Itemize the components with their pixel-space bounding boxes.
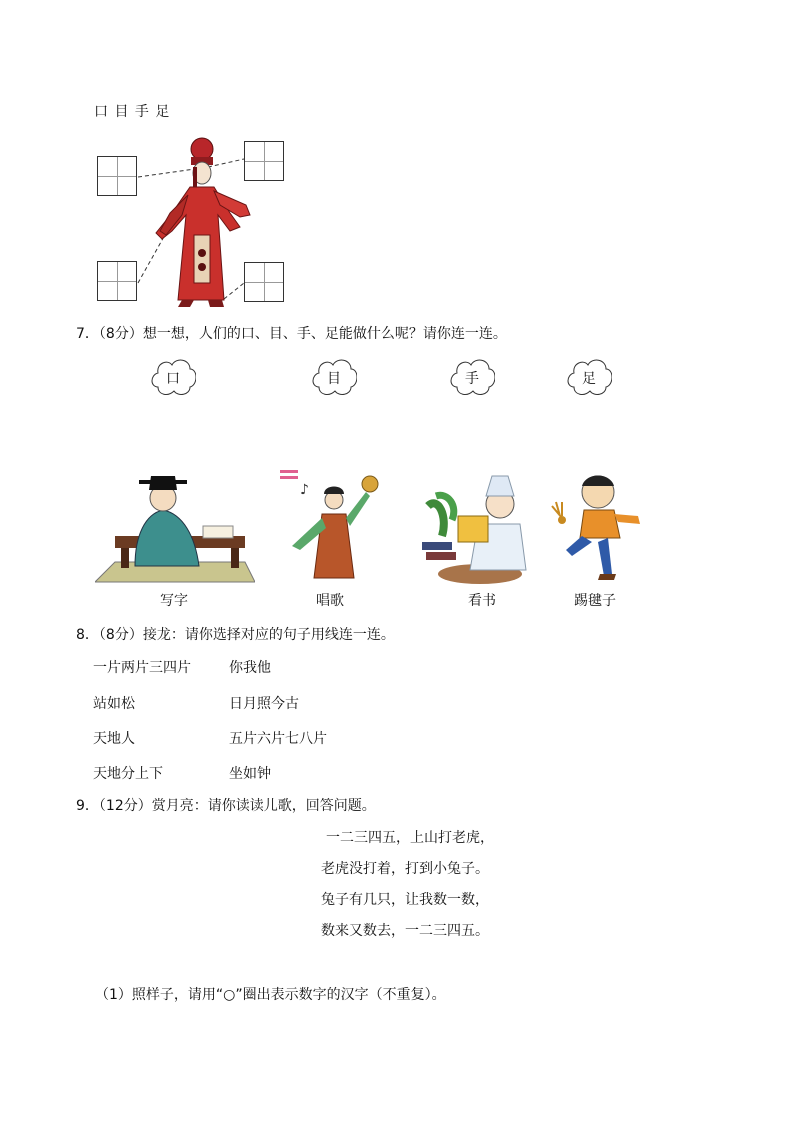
right-phrase[interactable]: 五片六片七八片 [229,731,327,747]
poem-line: 老虎没打着，打到小兔子。 [321,861,489,877]
question-7-title: 7．（8分）想一想，人们的口、目、手、足能做什么呢？请你连一连。 [76,326,507,342]
left-phrase[interactable]: 一片两片三四片 [93,660,191,676]
writing-scholar-illustration[interactable] [95,466,255,586]
poem-line: 数来又数去，一二三四五。 [321,923,489,939]
q6-characters: 口 目 手 足 [94,104,171,120]
left-phrase[interactable]: 天地人 [93,731,135,747]
svg-text:♪: ♪ [300,482,309,498]
singing-lady-illustration[interactable] [270,466,390,586]
question-9-title: 9．（12分）赏月亮：请你读读儿歌，回答问题。 [76,798,376,814]
pointer-line-hand [138,233,166,283]
reading-boy-illustration[interactable] [418,466,533,586]
caption-writing: 写字 [160,593,188,609]
cloud-label-mouth: 口 [166,371,180,387]
cloud-label-eye: 目 [327,371,341,387]
question-9-subquestion-1: （1）照样子，请用“○”圈出表示数字的汉字（不重复）。 [95,987,446,1003]
shuttlecock-boy-illustration[interactable] [548,466,648,586]
left-phrase[interactable]: 天地分上下 [93,766,163,782]
left-phrase[interactable]: 站如松 [93,696,135,712]
caption-singing: 唱歌 [316,593,344,609]
pointer-line-mouth [138,168,202,177]
poem-line: 一二三四五，上山打老虎， [326,830,494,846]
right-phrase[interactable]: 日月照今古 [229,696,299,712]
question-8-title: 8．（8分）接龙：请你选择对应的句子用线连一连。 [76,627,395,643]
caption-reading: 看书 [468,593,496,609]
caption-kicking-shuttlecock: 踢毽子 [574,593,616,609]
poem-line: 兔子有几只，让我数一数， [321,892,489,908]
right-phrase[interactable]: 你我他 [229,660,271,676]
pointer-line-eye [208,159,244,167]
cloud-label-hand: 手 [465,371,479,387]
pointer-line-foot [224,283,244,299]
cloud-label-foot: 足 [582,371,596,387]
opera-figure-illustration [90,135,300,310]
right-phrase[interactable]: 坐如钟 [229,766,271,782]
